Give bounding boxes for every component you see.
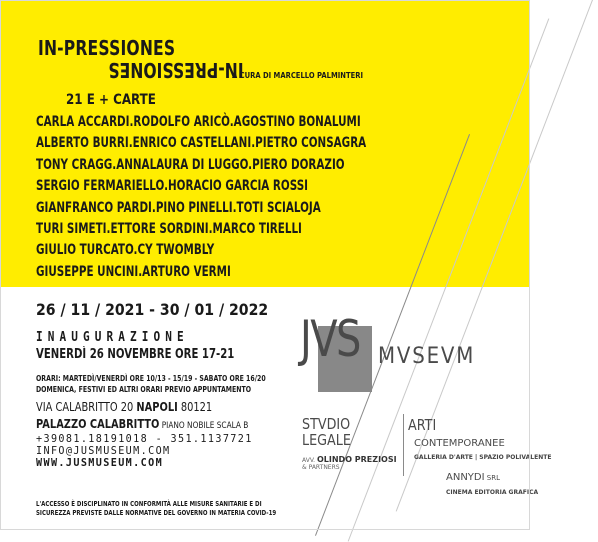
opening-hours-line: ORARI: MARTEDÌ/VENERDÌ ORE 10/13 - 15/19 - SABATO ORE 16/20 <box>36 374 266 383</box>
logo-museum-text: MVSEVM <box>378 344 476 369</box>
logo-jvs-text: JVS <box>300 310 360 368</box>
covid-notice <box>36 500 276 518</box>
street-address <box>36 399 248 416</box>
zip: 80121 <box>177 400 213 414</box>
lawyer-credit <box>302 455 397 471</box>
exhibition-dates: 26 / 11 / 2021 - 30 / 01 / 2022 <box>36 300 269 319</box>
cinema-label: CINEMA EDITORIA GRAFICA <box>446 489 539 496</box>
studio-legale-logo <box>302 416 351 448</box>
artist-line: ALBERTO BURRI.ENRICO CASTELLANI.PIETRO CONSAGRA <box>36 135 367 152</box>
notice-line: SICUREZZA PREVISTE DALLE NORMATIVE DEL GOVERNO IN MATERIA COVID-19 <box>36 509 277 517</box>
artist-list <box>36 112 482 283</box>
avv-prefix: AVV. <box>302 457 317 464</box>
opening-hours <box>36 373 266 395</box>
palazzo: PALAZZO CALABRITTO <box>36 416 160 431</box>
artist-line: GIANFRANCO PARDI.PINO PINELLI.TOTI SCIALOJA <box>36 199 321 216</box>
artist-line: TURI SIMETI.ETTORE SORDINI.MARCO TIRELLI <box>36 221 302 238</box>
annydi-srl: SRL <box>484 474 500 482</box>
address-block <box>36 399 248 434</box>
artist-line: GIULIO TURCATO.CY TWOMBLY <box>36 242 215 259</box>
annydi-name: ANNYDI <box>446 472 485 483</box>
artist-line: SERGIO FERMARIELLO.HORACIO GARCIA ROSSI <box>36 178 309 195</box>
galleria-label: GALLERIA D'ARTE | SPAZIO POLIVALENTE <box>414 454 552 461</box>
exhibition-subtitle: 21 E + CARTE <box>66 92 156 108</box>
artist-line: TONY CRAGG.ANNALAURA DI LUGGO.PIERO DORAZIO <box>36 156 345 173</box>
website: WWW.JUSMUSEUM.COM <box>36 456 164 469</box>
contacts-block <box>36 433 253 469</box>
jvs-museum-logo <box>300 310 520 400</box>
curator-credit: A CURA DI MARCELLO PALMINTERI <box>232 71 364 80</box>
mirrored-title: IN-PRESSIONES <box>108 58 244 82</box>
arti-heading: ARTI <box>408 416 437 434</box>
studio-line: LEGALE <box>302 431 351 449</box>
notice-line: L'ACCESSO È DISCIPLINATO IN CONFORMITÀ ALLE MISURE SANITARIE E DI <box>36 500 262 508</box>
opening-hours-line: DOMENICA, FESTIVI ED ALTRI ORARI PREVIO APPUNTAMENTO <box>36 385 252 394</box>
email-address: INFO@JUSMUSEUM.COM <box>36 444 171 457</box>
phone-numbers: +39081.18191018 - 351.1137721 <box>36 432 253 445</box>
exhibition-title: IN-PRESSIONES <box>38 36 176 60</box>
contemporanee-heading: CONTEMPORANEE <box>414 438 505 449</box>
street: VIA CALABRITTO 20 <box>36 400 137 414</box>
artist-line: CARLA ACCARDI.RODOLFO ARICÒ.AGOSTINO BONALUMI <box>36 114 361 130</box>
piano: PIANO NOBILE SCALA B <box>159 420 249 431</box>
inauguration-heading: INAUGURAZIONE <box>36 330 189 345</box>
sponsor-divider <box>403 414 404 476</box>
annydi-logo <box>446 472 500 483</box>
partners: & PARTNERS <box>302 464 340 471</box>
studio-line: STVDIO <box>302 415 351 433</box>
avv-name: OLINDO PREZIOSI <box>316 455 397 464</box>
artist-line: GIUSEPPE UNCINI.ARTURO VERMI <box>36 263 231 280</box>
city: NAPOLI <box>136 400 178 414</box>
inauguration-date: VENERDÌ 26 NOVEMBRE ORE 17-21 <box>36 347 235 362</box>
